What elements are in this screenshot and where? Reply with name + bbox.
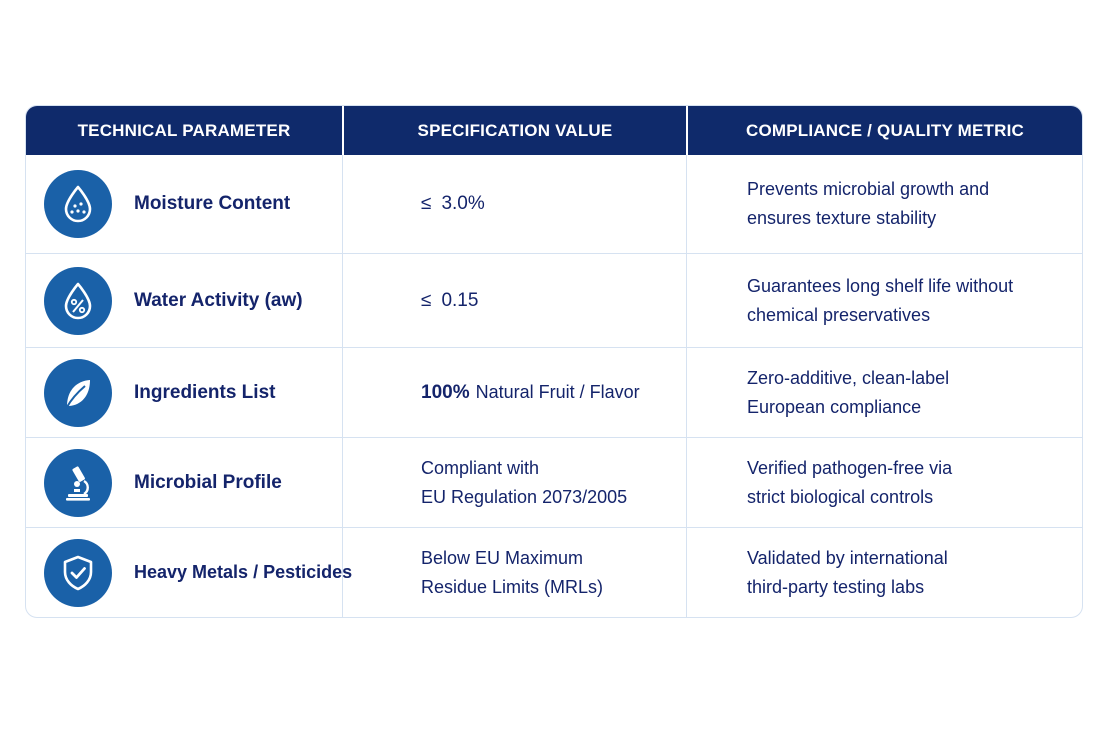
less-equal-symbol: ≤ bbox=[421, 193, 432, 214]
table-row bbox=[26, 253, 1082, 347]
metric-line: chemical preservatives bbox=[747, 304, 931, 325]
table-body bbox=[26, 155, 1082, 617]
parameter-cell bbox=[26, 438, 342, 527]
water-drop-dots-icon bbox=[44, 170, 112, 238]
specification-line: Below EU Maximum bbox=[421, 547, 584, 568]
metric-line: Guarantees long shelf life without bbox=[747, 275, 1014, 296]
specification-line: Residue Limits (MRLs) bbox=[421, 576, 604, 597]
header-specification-value: SPECIFICATION VALUE bbox=[342, 106, 686, 155]
specification-value: 0.15 bbox=[441, 289, 479, 311]
specification-cell bbox=[342, 348, 686, 437]
header-compliance-metric: COMPLIANCE / QUALITY METRIC bbox=[686, 106, 1082, 155]
shield-check-icon bbox=[44, 539, 112, 607]
metric-cell bbox=[686, 254, 1082, 347]
table-row bbox=[26, 155, 1082, 253]
water-drop-percent-icon bbox=[44, 267, 112, 335]
specification-value: 3.0% bbox=[441, 193, 485, 214]
parameter-label: Heavy Metals / Pesticides bbox=[134, 562, 353, 582]
metric-cell bbox=[686, 438, 1082, 527]
specification-line: EU Regulation 2073/2005 bbox=[421, 486, 628, 507]
metric-line: ensures texture stability bbox=[747, 208, 937, 228]
microscope-icon bbox=[44, 449, 112, 517]
specification-table bbox=[25, 105, 1083, 618]
header-technical-parameter: TECHNICAL PARAMETER bbox=[77, 120, 291, 140]
metric-line: European compliance bbox=[747, 396, 922, 417]
metric-cell bbox=[686, 528, 1082, 617]
parameter-cell bbox=[26, 348, 342, 437]
metric-cell bbox=[686, 348, 1082, 437]
metric-line: strict biological controls bbox=[747, 486, 934, 507]
specification-cell bbox=[342, 528, 686, 617]
parameter-cell bbox=[26, 155, 342, 253]
metric-line: Zero-additive, clean-label bbox=[747, 367, 950, 388]
specification-cell bbox=[342, 155, 686, 253]
specification-line: Compliant with bbox=[421, 457, 540, 478]
table-row bbox=[26, 527, 1082, 617]
specification-value: 100% bbox=[421, 381, 470, 403]
table-row bbox=[26, 437, 1082, 527]
parameter-cell bbox=[26, 254, 342, 347]
less-equal-symbol: ≤ bbox=[421, 289, 432, 311]
metric-line: third-party testing labs bbox=[747, 576, 925, 597]
specification-detail: Natural Fruit / Flavor bbox=[475, 382, 640, 402]
parameter-label: Microbial Profile bbox=[134, 471, 282, 493]
metric-cell bbox=[686, 155, 1082, 253]
parameter-label: Water Activity (aw) bbox=[134, 289, 303, 311]
table-row bbox=[26, 347, 1082, 437]
table-header bbox=[26, 106, 1082, 155]
specification-cell bbox=[342, 254, 686, 347]
parameter-label: Moisture Content bbox=[134, 193, 291, 214]
metric-line: Validated by international bbox=[747, 547, 948, 568]
parameter-label: Ingredients List bbox=[134, 381, 276, 403]
metric-line: Prevents microbial growth and bbox=[747, 179, 990, 199]
parameter-cell bbox=[26, 528, 353, 617]
leaf-icon bbox=[44, 359, 112, 427]
metric-line: Verified pathogen-free via bbox=[747, 457, 953, 478]
specification-cell bbox=[342, 438, 686, 527]
